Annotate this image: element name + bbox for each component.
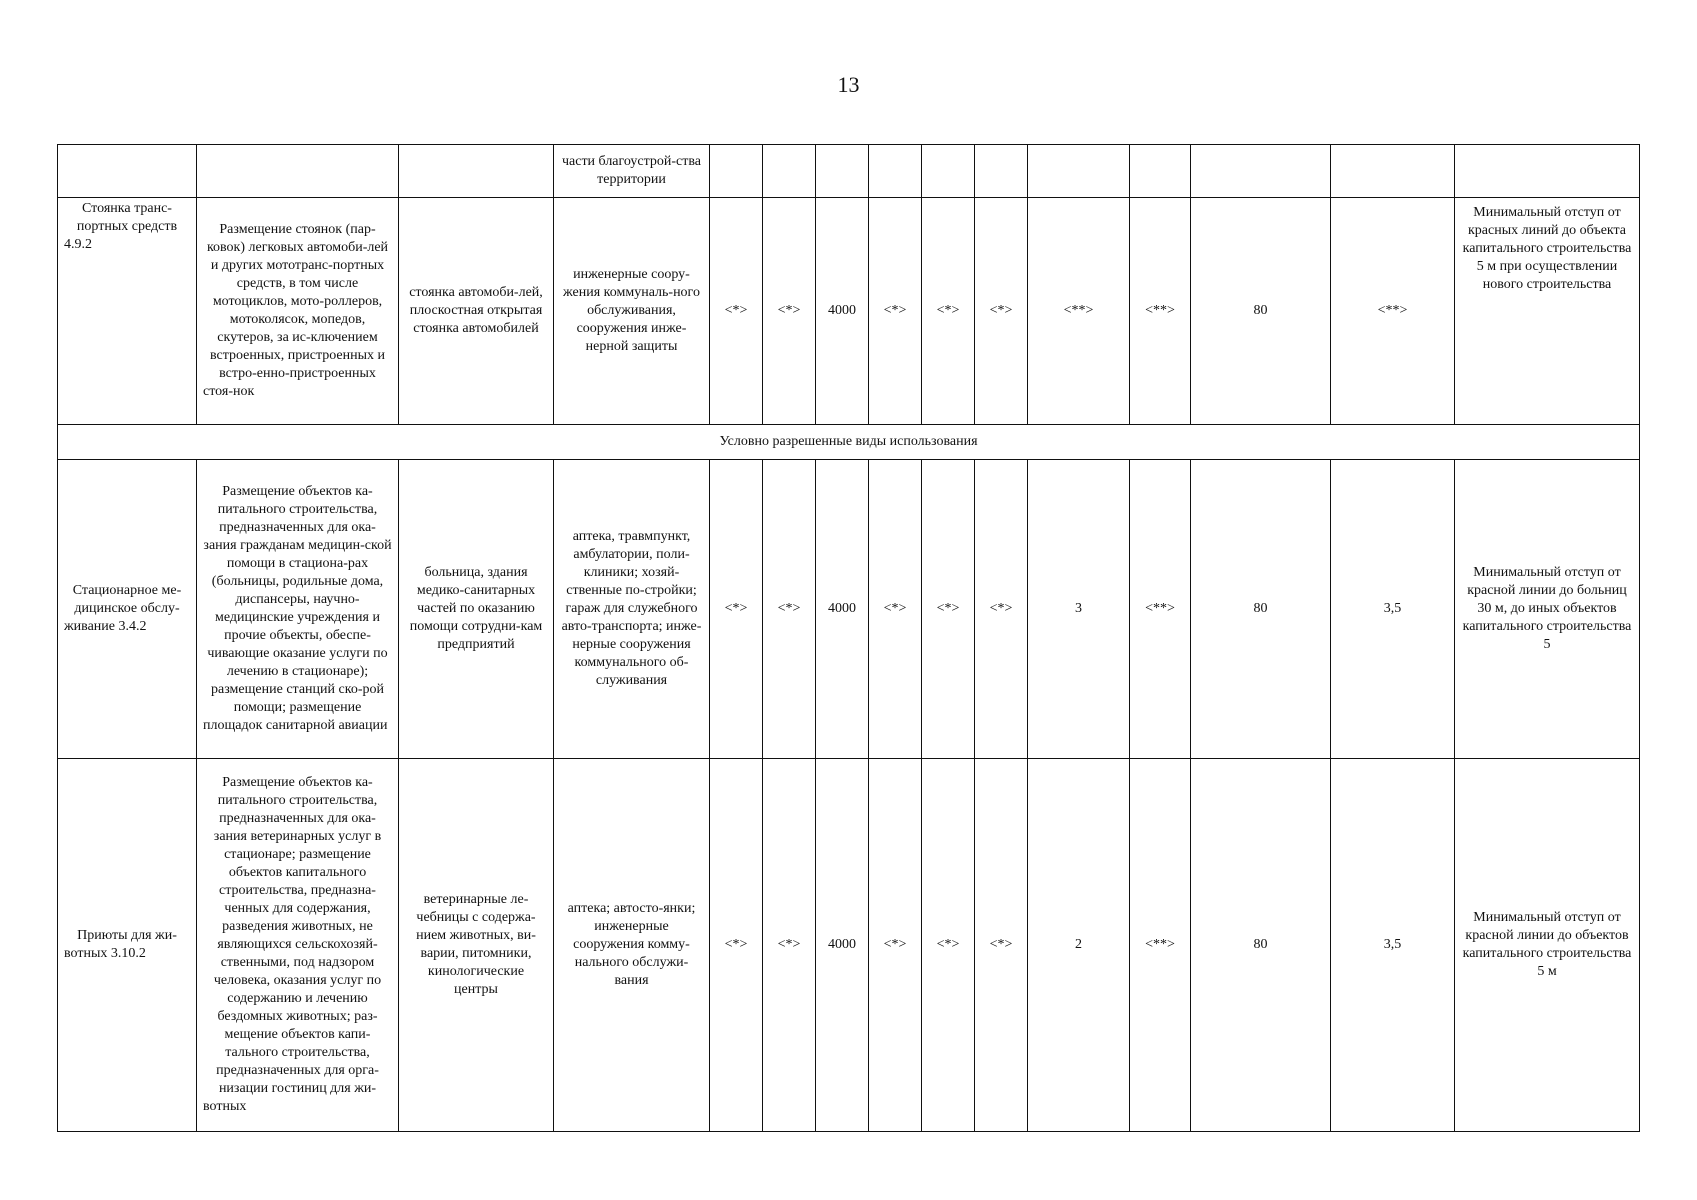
- param-cell: 80: [1191, 198, 1331, 425]
- main-objects: [399, 145, 554, 198]
- restriction-note: Минимальный отступ от красных линий до объекта капитального строительства 5 м при осуществлении нового строительства: [1455, 198, 1640, 425]
- param-cell: 80: [1191, 759, 1331, 1132]
- param-cell: 4000: [816, 759, 869, 1132]
- param-cell: <**>: [1331, 198, 1455, 425]
- param-cell: 4000: [816, 460, 869, 759]
- table-row: [58, 759, 1640, 1132]
- main-objects: ветеринарные ле-чебницы с содержа-нием животных, ви-варии, питомники, кинологические центры: [399, 759, 554, 1132]
- param-cell: <*>: [763, 198, 816, 425]
- use-type-description: Размещение объектов ка-питального строительства, предназначенных для ока-зания гражданам медицин-ской помощи в стациона-рах (больницы, родильные дома, диспансеры, научно-медицинские учреждения и прочие объекты, обеспе-чивающие оказание услуги по лечению в стационаре); размещение станций ско-рой помощи; размещение площадок санитарной авиации: [197, 460, 399, 759]
- restriction-note: Минимальный отступ от красной линии до объектов капитального строительства 5 м: [1455, 759, 1640, 1132]
- param-cell: <*>: [763, 460, 816, 759]
- param-cell: 80: [1191, 460, 1331, 759]
- param-cell: <*>: [763, 759, 816, 1132]
- table-row: [58, 460, 1640, 759]
- auxiliary-objects: инженерные соору-жения коммуналь-ного обслуживания, сооружения инже-нерной защиты: [554, 198, 710, 425]
- param-cell: <*>: [922, 198, 975, 425]
- use-type-name: Приюты для жи-вотных 3.10.2: [58, 759, 197, 1132]
- land-use-regulations-table: [57, 144, 1640, 1132]
- use-type-name: [58, 145, 197, 198]
- param-cell: <*>: [869, 759, 922, 1132]
- param-cell: [975, 145, 1028, 198]
- section-header-row: [58, 425, 1640, 460]
- auxiliary-objects: части благоустрой-ства территории: [554, 145, 710, 198]
- table-row: [58, 198, 1640, 425]
- use-type-name: Стационарное ме-дицинское обслу-живание 3.4.2: [58, 460, 197, 759]
- param-cell: [922, 145, 975, 198]
- restriction-note: [1455, 145, 1640, 198]
- param-cell: <*>: [710, 759, 763, 1132]
- use-type-description: Размещение объектов ка-питального строительства, предназначенных для ока-зания ветеринарных услуг в стационаре; размещение объектов капитального строительства, предназна-ченных для содержания, разведения животных, не являющихся сельскохозяй-ственными, под надзором человека, оказания услуг по содержанию и лечению бездомных животных; раз-мещение объектов капи-тального строительства, предназначенных для орга-низации гостиниц для жи-вотных: [197, 759, 399, 1132]
- param-cell: <*>: [975, 198, 1028, 425]
- param-cell: <**>: [1130, 759, 1191, 1132]
- auxiliary-objects: аптека, травмпункт, амбулатории, поли-клиники; хозяй-ственные по-стройки; гараж для служебного авто-транспорта; инже-нерные сооружения коммунального об-служивания: [554, 460, 710, 759]
- section-title: Условно разрешенные виды использования: [58, 425, 1640, 460]
- auxiliary-objects: аптека; автосто-янки; инженерные сооружения комму-нального обслужи-вания: [554, 759, 710, 1132]
- use-type-description: Размещение стоянок (пар-ковок) легковых автомоби-лей и других мототранс-портных средств, в том числе мотоциклов, мото-роллеров, мотоколясок, мопедов, скутеров, за ис-ключением встроенных, пристроенных и встро-енно-пристроенных стоя-нок: [197, 198, 399, 425]
- param-cell: [816, 145, 869, 198]
- param-cell: [1331, 145, 1455, 198]
- use-type-name: Стоянка транс-портных средств 4.9.2: [58, 198, 197, 425]
- param-cell: [763, 145, 816, 198]
- main-objects: больница, здания медико-санитарных частей по оказанию помощи сотрудни-кам предприятий: [399, 460, 554, 759]
- param-cell: <*>: [975, 759, 1028, 1132]
- param-cell: <**>: [1028, 198, 1130, 425]
- param-cell: <*>: [922, 759, 975, 1132]
- param-cell: 2: [1028, 759, 1130, 1132]
- param-cell: 4000: [816, 198, 869, 425]
- param-cell: <*>: [710, 460, 763, 759]
- param-cell: 3: [1028, 460, 1130, 759]
- param-cell: [1028, 145, 1130, 198]
- param-cell: 3,5: [1331, 759, 1455, 1132]
- table-row: [58, 145, 1640, 198]
- param-cell: [1130, 145, 1191, 198]
- param-cell: <**>: [1130, 198, 1191, 425]
- restriction-note: Минимальный отступ от красной линии до больниц 30 м, до иных объектов капитального строительства 5: [1455, 460, 1640, 759]
- param-cell: 3,5: [1331, 460, 1455, 759]
- param-cell: [869, 145, 922, 198]
- param-cell: <*>: [869, 460, 922, 759]
- param-cell: <**>: [1130, 460, 1191, 759]
- page-number: 13: [837, 72, 860, 97]
- param-cell: [1191, 145, 1331, 198]
- param-cell: <*>: [869, 198, 922, 425]
- param-cell: <*>: [975, 460, 1028, 759]
- param-cell: [710, 145, 763, 198]
- main-objects: стоянка автомоби-лей, плоскостная открытая стоянка автомобилей: [399, 198, 554, 425]
- param-cell: <*>: [710, 198, 763, 425]
- use-type-description: [197, 145, 399, 198]
- param-cell: <*>: [922, 460, 975, 759]
